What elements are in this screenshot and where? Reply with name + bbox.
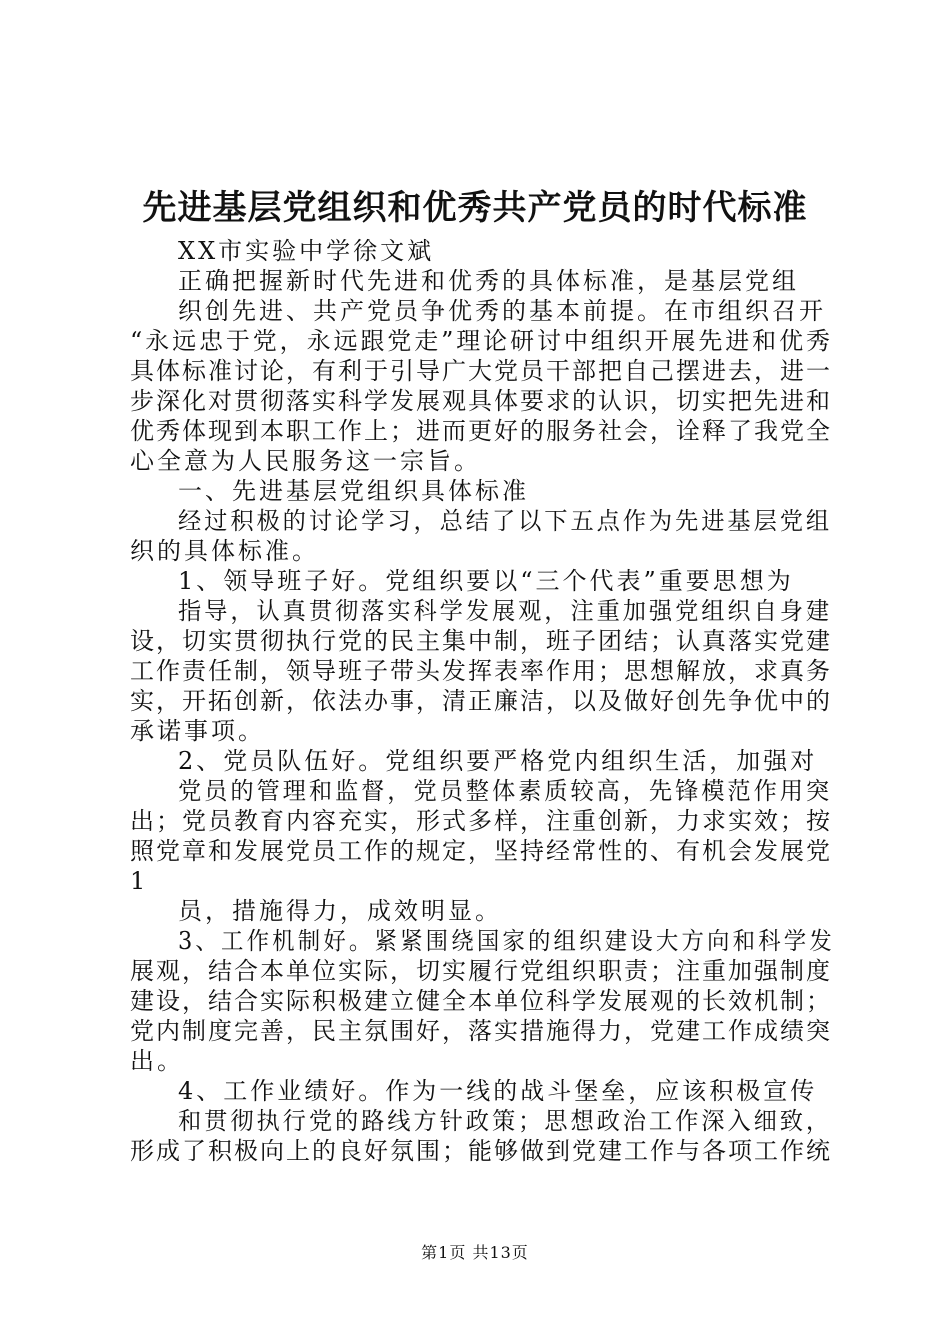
body-line: 党员的管理和监督，党员整体素质较高，先锋模范作用突 [178, 777, 833, 805]
body-line: 1 [130, 867, 149, 895]
body-line: 建设，结合实际积极建立健全本单位科学发展观的长效机制； [130, 987, 830, 1015]
body-line: 形成了积极向上的良好氛围；能够做到党建工作与各项工作统 [130, 1137, 830, 1165]
page-footer: 第1页 共13页 [421, 1243, 529, 1262]
body-line: 织创先进、共产党员争优秀的基本前提。在市组织召开 [178, 297, 826, 325]
body-line: 指导，认真贯彻落实科学发展观，注重加强党组织自身建 [178, 597, 833, 625]
body-line: 3、工作机制好。紧紧围绕国家的组织建设大方向和科学发 [178, 927, 832, 955]
body-line: 出。 [130, 1047, 184, 1075]
body-line: 正确把握新时代先进和优秀的具体标准，是基层党组 [178, 267, 799, 295]
body-line: “永远忠于党，永远跟党走”理论研讨中组织开展先进和优秀 [130, 327, 830, 355]
body-line: 工作责任制，领导班子带头发挥表率作用；思想解放，求真务 [130, 657, 830, 685]
body-line: 心全意为人民服务这一宗旨。 [130, 447, 481, 475]
body-line: 织的具体标准。 [130, 537, 319, 565]
body-line: 经过积极的讨论学习，总结了以下五点作为先进基层党组 [178, 507, 833, 535]
body-line: 4、工作业绩好。作为一线的战斗堡垒，应该积极宣传 [178, 1077, 818, 1105]
body-line: 设，切实贯彻执行党的民主集中制，班子团结；认真落实党建 [130, 627, 830, 655]
body-line: 实，开拓创新，依法办事，清正廉洁，以及做好创先争优中的 [130, 687, 830, 715]
body-line: 员，措施得力，成效明显。 [178, 897, 502, 925]
body-line: 具体标准讨论，有利于引导广大党员干部把自己摆进去，进一 [130, 357, 830, 385]
body-line: 照党章和发展党员工作的规定，坚持经常性的、有机会发展党 [130, 837, 830, 865]
body-line: 党内制度完善，民主氛围好，落实措施得力，党建工作成绩突 [130, 1017, 830, 1045]
body-line: 和贯彻执行党的路线方针政策；思想政治工作深入细致， [178, 1107, 833, 1135]
body-line: 一、先进基层党组织具体标准 [178, 477, 529, 505]
body-line: 展观，结合本单位实际，切实履行党组织职责；注重加强制度 [130, 957, 830, 985]
body-line: 2、党员队伍好。党组织要严格党内组织生活，加强对 [178, 747, 818, 775]
body-line: 优秀体现到本职工作上；进而更好的服务社会，诠释了我党全 [130, 417, 830, 445]
body-line: XX市实验中学徐文斌 [178, 237, 435, 265]
document-title: 先进基层党组织和优秀共产党员的时代标准 [142, 188, 808, 228]
body-line: 出；党员教育内容充实，形式多样，注重创新，力求实效；按 [130, 807, 830, 835]
body-line: 承诺事项。 [130, 717, 265, 745]
body-line: 1、领导班子好。党组织要以“三个代表”重要思想为 [178, 567, 794, 595]
body-line: 步深化对贯彻落实科学发展观具体要求的认识，切实把先进和 [130, 387, 830, 415]
